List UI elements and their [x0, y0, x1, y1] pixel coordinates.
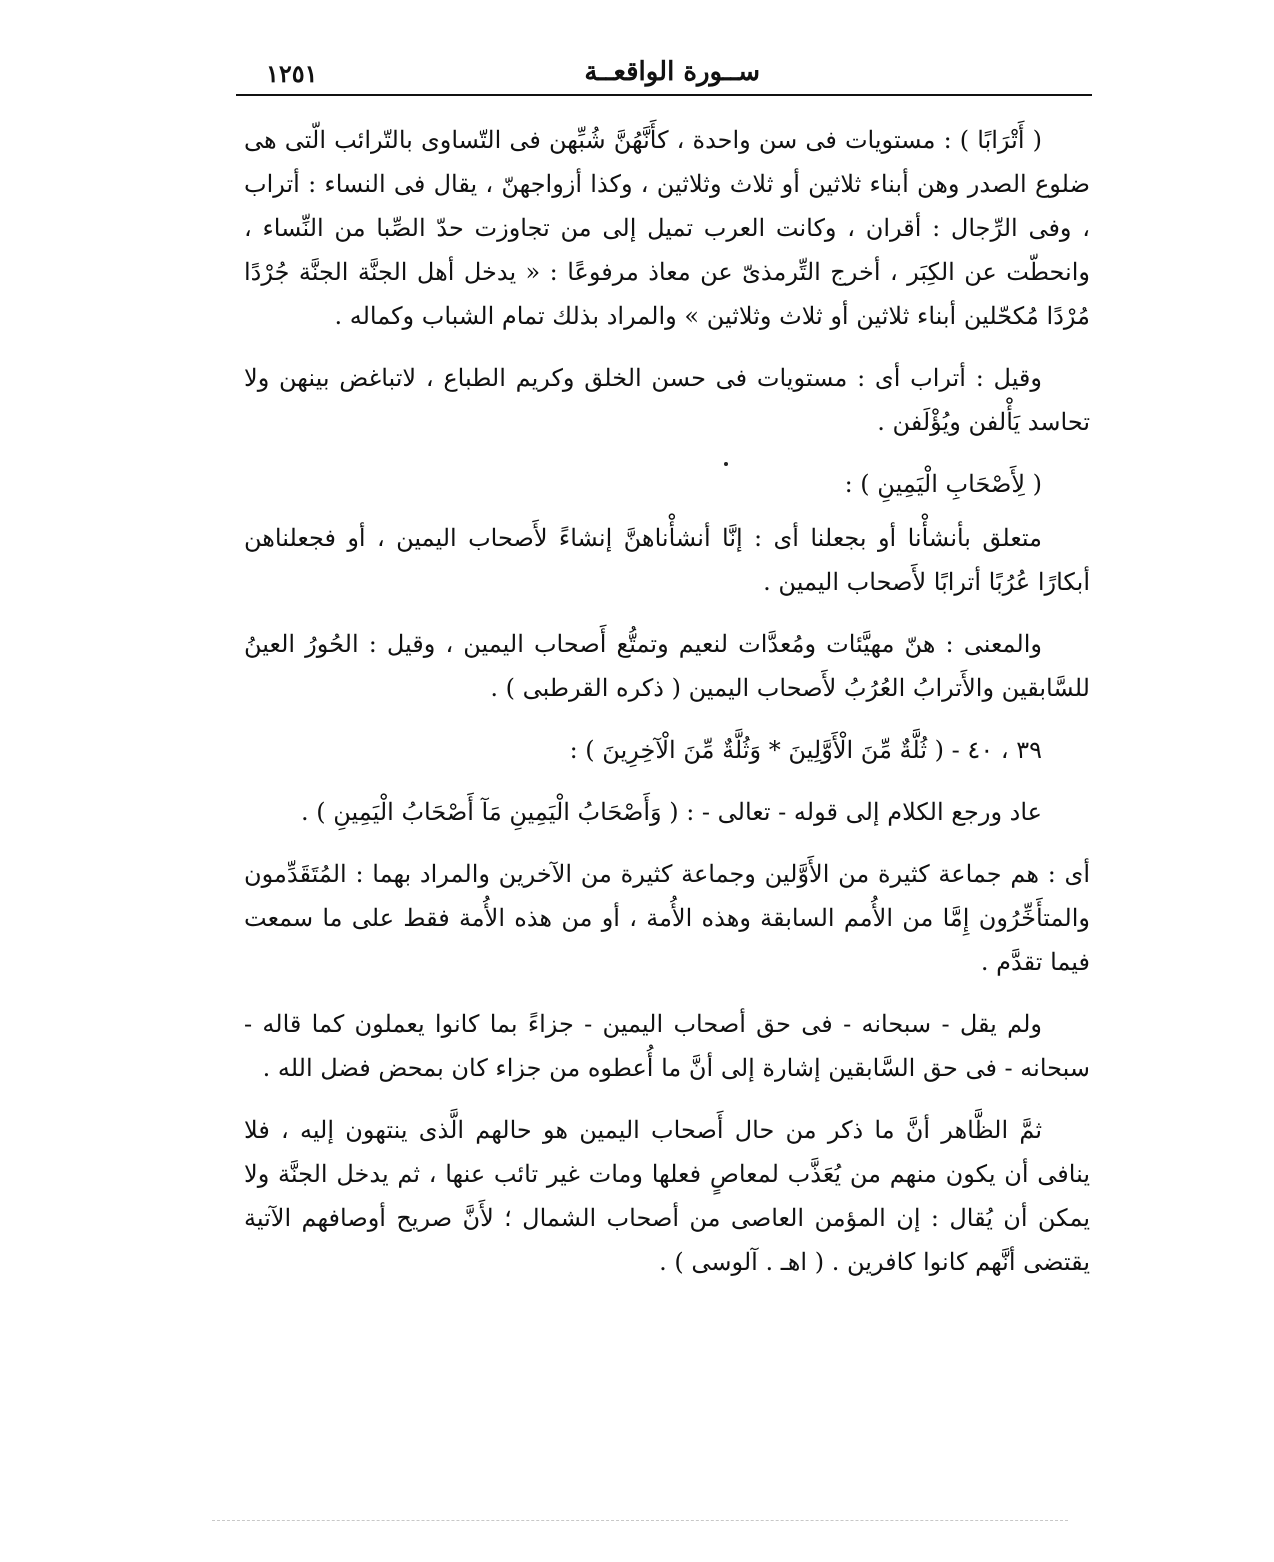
paragraph-walam-yaqul: ولم يقل - سبحانه - فى حق أصحاب اليمين - جزاءً بما كانوا يعملون كما قاله - سبحانه - فى حق السَّابقين إشارة إلى أنَّ ما أُعطوه من جزاء كان بمحض فضل الله .	[244, 1010, 1090, 1082]
scan-edge-line	[212, 1520, 1068, 1521]
heading-ashab-alyamin: ( لِأَصْحَابِ الْيَمِينِ ) :	[844, 470, 1042, 498]
paragraph-aad-waraja: عاد ورجع الكلام إلى قوله - تعالى - : ( وَأَصْحَابُ الْيَمِينِ مَآ أَصْحَابُ الْيَمِينِ ) .	[300, 798, 1042, 826]
header-divider	[236, 94, 1092, 96]
paragraph-ay-hum: أى : هم جماعة كثيرة من الأَوَّلين وجماعة كثيرة من الآخرين والمراد بهما : المُتَقَدِّمون والمتأَخِّرُون إِمَّا من الأُمم السابقة وهذه الأُمة ، أو من هذه الأُمة فقط على ما سمعت فيما تقدَّم .	[244, 860, 1090, 976]
paragraph-thumma-alzahir: ثمَّ الظَّاهر أنَّ ما ذكر من حال أَصحاب اليمين هو حالهم الَّذى ينتهون إليه ، فلا ينافى أن يكون منهم من يُعَذَّب لمعاصٍ فعلها ومات غير تائب عنها ، ثم يدخل الجنَّة ولا يمكن أن يُقال : إن المؤمن العاصى من أصحاب الشمال ؛ لأَنَّ صريح أوصافهم الآتية يقتضى أنَّهم كانوا كافرين . ( اهـ . آلوسى ) .	[244, 1116, 1090, 1276]
page-body	[244, 118, 1090, 1302]
page-header	[238, 55, 1090, 91]
paragraph-atraban: ( أَتْرَابًا ) : مستويات فى سن واحدة ، كأَنَّهُنَّ شُبِّهن فى التّساوى بالتّرائب الّتى هى ضلوع الصدر وهن أبناء ثلاثين أو ثلاث وثلاثين ، وكذا أزواجهنّ ، يقال فى النساء : أتراب ، وفى الرِّجال : أقران ، وكانت العرب تميل إلى من تجاوزت حدّ الصِّبا من النِّساء ، وانحطّت عن الكِبَر ، أخرج التِّرمذىّ عن معاذ مرفوعًا : « يدخل أهل الجنَّة الجنَّة جُرْدًا مُرْدًا مُكحّلين أبناء ثلاثين أو ثلاث وثلاثين » والمراد بذلك تمام الشباب وكماله .	[244, 126, 1090, 330]
paragraph-mutaalliq: متعلق بأنشأْنا أو بجعلنا أى : إنَّا أنشأْناهنَّ إنشاءً لأَصحاب اليمين ، أو فجعلناهن أبكارًا عُرُبًا أترابًا لأَصحاب اليمين .	[244, 524, 1090, 596]
page-number: ١٢٥١	[266, 59, 318, 88]
verse-heading-39-40: ٣٩ ، ٤٠ - ( ثُلَّةٌ مِّنَ الْأَوَّلِينَ * وَثُلَّةٌ مِّنَ الْآخِرِينَ ) :	[569, 736, 1042, 764]
scan-speck	[724, 462, 728, 466]
surah-title: ســورة الواقعــة	[584, 57, 760, 87]
paragraph-atrab-alternative: وقيل : أتراب أى : مستويات فى حسن الخلق وكريم الطباع ، لاتباغض بينهن ولا تحاسد يَأْلفن ويُؤْلَفن .	[244, 364, 1090, 436]
paragraph-almaana: والمعنى : هنّ مهيَّئات ومُعدَّات لنعيم وتمتُّع أَصحاب اليمين ، وقيل : الحُورُ العينُ للسَّابقين والأَترابُ العُرُبُ لأَصحاب اليمين ( ذكره القرطبى ) .	[244, 630, 1090, 702]
